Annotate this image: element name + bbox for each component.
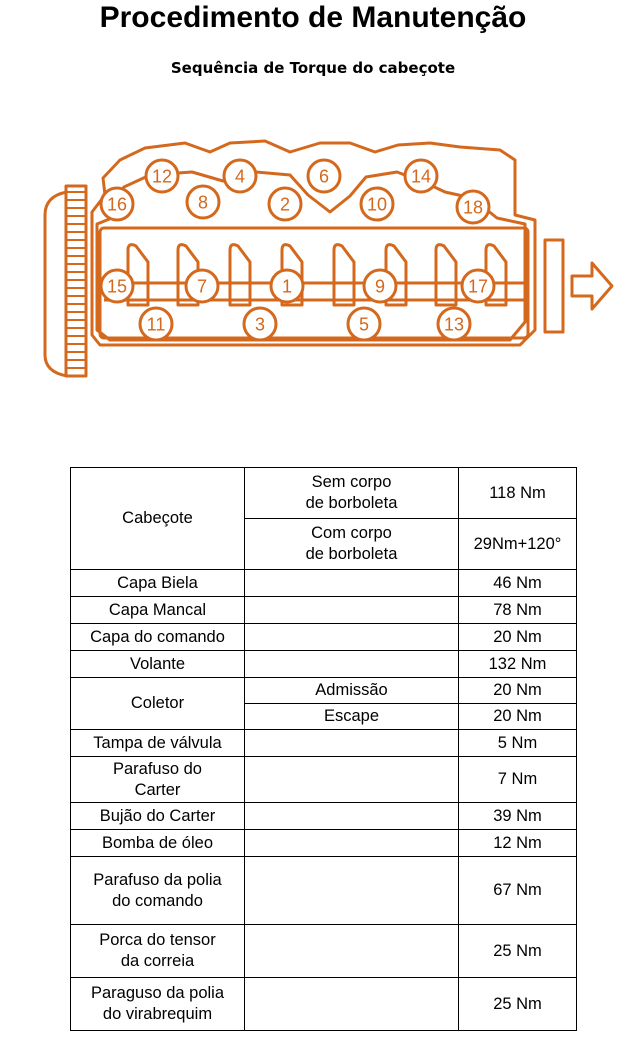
- torque-value-cell: 78 Nm: [459, 597, 577, 624]
- bolt-number: 2: [279, 194, 291, 215]
- bolt-marker: [187, 186, 219, 218]
- table-row: [71, 651, 577, 678]
- component-line: do virabrequim: [102, 1005, 213, 1023]
- bolt-marker: [271, 270, 303, 302]
- table-row: [71, 925, 577, 978]
- bolt-marker: [405, 160, 437, 192]
- bolt-number: 18: [462, 197, 484, 218]
- bolt-number: 7: [196, 276, 208, 297]
- component-cell: Volante: [71, 651, 245, 678]
- bolt-marker: [146, 160, 178, 192]
- torque-value-cell: 20 Nm: [459, 624, 577, 651]
- torque-value-cell: 25 Nm: [459, 978, 577, 1031]
- component-line: Porca do tensor: [99, 931, 216, 949]
- bolt-marker: [140, 308, 172, 340]
- bolt-marker: [364, 270, 396, 302]
- component-cell: Bujão do Carter: [71, 803, 245, 830]
- component-cell: Capa do comando: [71, 624, 245, 651]
- page-title: Procedimento de Manutenção: [99, 1, 527, 34]
- torque-value-cell: 118 Nm: [459, 468, 577, 519]
- bolt-number: 11: [146, 314, 166, 335]
- table-row: [71, 857, 577, 925]
- table-row: [71, 570, 577, 597]
- torque-value-cell: 39 Nm: [459, 803, 577, 830]
- bolt-number: 6: [318, 166, 330, 187]
- bolt-marker: [348, 308, 380, 340]
- cam-lobe: [230, 245, 250, 305]
- bolt-marker: [224, 160, 256, 192]
- table-row: [71, 978, 577, 1031]
- condition-cell: Escape: [245, 704, 459, 730]
- table-row: [71, 468, 577, 519]
- bolt-marker: [269, 188, 301, 220]
- torque-value-cell: 67 Nm: [459, 857, 577, 925]
- bolt-marker: [462, 270, 494, 302]
- condition-cell: [245, 730, 459, 757]
- bolt-number: 17: [467, 276, 489, 297]
- table-row: [71, 678, 577, 704]
- bolt-number: 16: [106, 194, 128, 215]
- bolt-number: 3: [254, 314, 266, 335]
- component-cell: Capa Biela: [71, 570, 245, 597]
- condition-cell: Admissão: [245, 678, 459, 704]
- bolt-marker: [438, 308, 470, 340]
- component-cell: Capa Mancal: [71, 597, 245, 624]
- bolt-marker: [101, 270, 133, 302]
- bolt-number: 10: [366, 194, 388, 215]
- bolt-number: 14: [410, 166, 432, 187]
- condition-cell: [245, 978, 459, 1031]
- torque-value-cell: 5 Nm: [459, 730, 577, 757]
- timing-gear: [45, 186, 86, 376]
- bolt-number: 15: [106, 276, 128, 297]
- bolt-number: 12: [151, 166, 173, 187]
- condition-cell: [245, 624, 459, 651]
- component-cell: [71, 757, 245, 803]
- component-cell: Cabeçote: [71, 468, 245, 570]
- bolt-marker: [308, 160, 340, 192]
- component-cell: Coletor: [71, 678, 245, 730]
- torque-value-cell: 20 Nm: [459, 678, 577, 704]
- condition-line: Com corpo: [311, 524, 392, 542]
- output-flange: [545, 240, 563, 332]
- torque-value-cell: 29Nm+120°: [459, 519, 577, 570]
- bolt-number: 8: [197, 192, 209, 213]
- torque-value-cell: 7 Nm: [459, 757, 577, 803]
- output-arrow-icon: [572, 263, 612, 309]
- component-cell: Tampa de válvula: [71, 730, 245, 757]
- torque-value-cell: 20 Nm: [459, 704, 577, 730]
- component-line: da correia: [120, 952, 195, 970]
- condition-cell: [245, 830, 459, 857]
- torque-table: [70, 467, 577, 1031]
- table-row: [71, 597, 577, 624]
- table-row: [71, 830, 577, 857]
- bolt-marker: [361, 188, 393, 220]
- condition-cell: [245, 519, 459, 570]
- torque-value-cell: 46 Nm: [459, 570, 577, 597]
- condition-cell: [245, 757, 459, 803]
- table-row: [71, 803, 577, 830]
- bolt-marker: [186, 270, 218, 302]
- condition-cell: [245, 651, 459, 678]
- condition-line: Sem corpo: [311, 473, 392, 491]
- condition-cell: [245, 468, 459, 519]
- torque-value-cell: 132 Nm: [459, 651, 577, 678]
- bolt-marker: [244, 308, 276, 340]
- bolt-marker: [457, 191, 489, 223]
- table-row: [71, 757, 577, 803]
- torque-value-cell: 25 Nm: [459, 925, 577, 978]
- component-line: Paraguso da polia: [90, 984, 224, 1002]
- cam-lobe: [436, 245, 456, 305]
- component-cell: [71, 978, 245, 1031]
- bolt-number: 5: [358, 314, 370, 335]
- condition-cell: [245, 803, 459, 830]
- condition-cell: [245, 570, 459, 597]
- table-row: [71, 624, 577, 651]
- component-line: Carter: [134, 780, 181, 799]
- condition-line: de borboleta: [305, 494, 398, 512]
- component-line: Parafuso do: [113, 759, 202, 778]
- bolt-number: 9: [374, 276, 386, 297]
- component-line: Parafuso da polia: [93, 870, 222, 889]
- page-subtitle: Sequência de Torque do cabeçote: [170, 59, 456, 77]
- table-row: [71, 730, 577, 757]
- condition-cell: [245, 857, 459, 925]
- component-cell: Bomba de óleo: [71, 830, 245, 857]
- component-cell: [71, 857, 245, 925]
- condition-line: de borboleta: [305, 545, 398, 563]
- condition-cell: [245, 925, 459, 978]
- component-line: do comando: [112, 891, 203, 910]
- cylinder-head-diagram: [0, 120, 626, 390]
- bolt-number: 4: [234, 166, 246, 187]
- bolt-number: 1: [281, 276, 293, 297]
- condition-cell: [245, 597, 459, 624]
- bolt-marker: [101, 188, 133, 220]
- cam-lobe: [334, 245, 354, 305]
- component-cell: [71, 925, 245, 978]
- bolt-number: 13: [443, 314, 465, 335]
- torque-value-cell: 12 Nm: [459, 830, 577, 857]
